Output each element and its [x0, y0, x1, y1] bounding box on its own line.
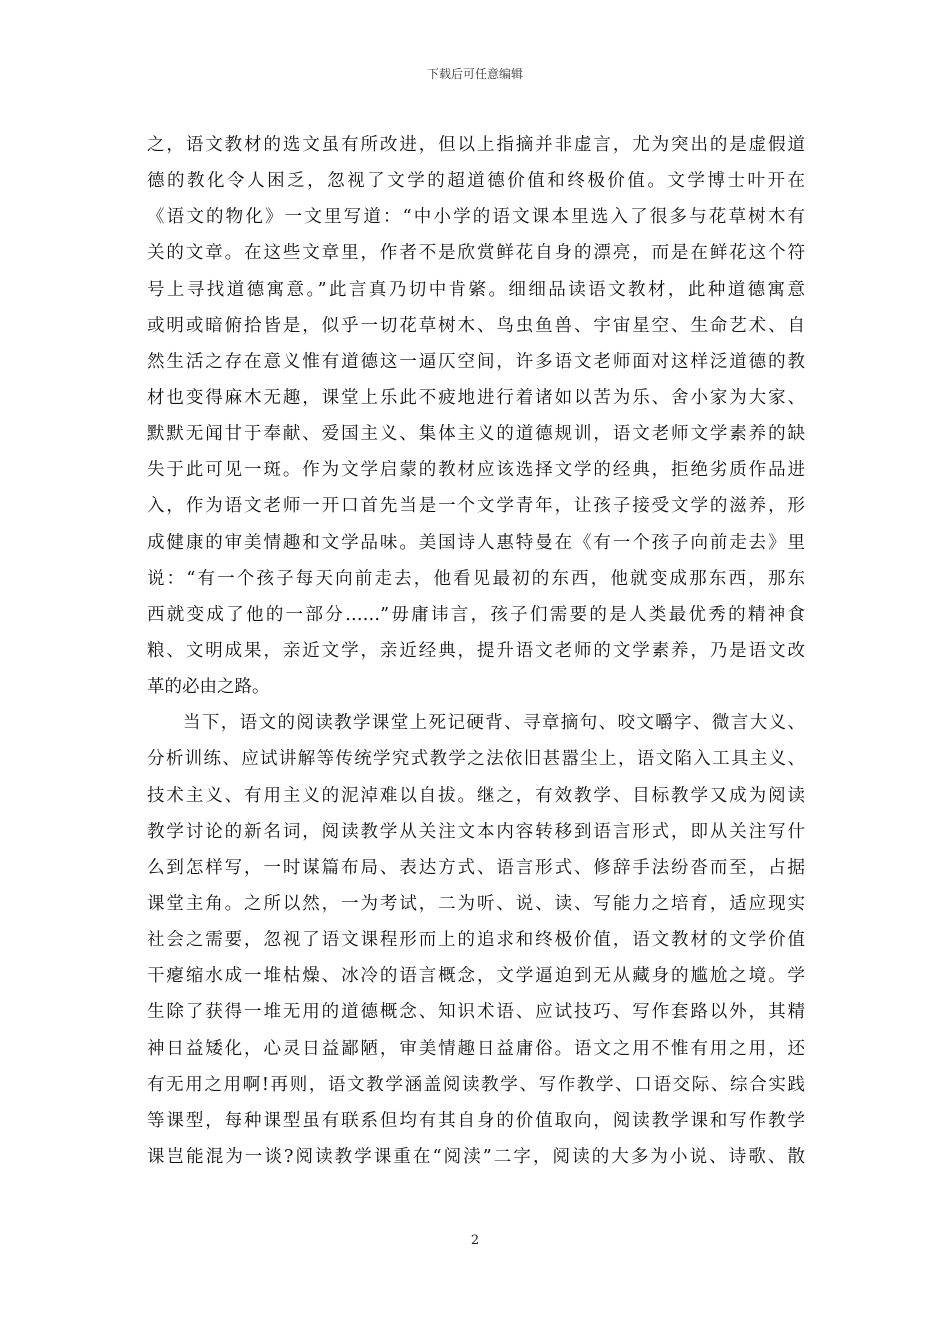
page-number: 2	[470, 1233, 480, 1248]
text-line: 或明或暗俯拾皆是，似乎一切花草树木、鸟虫鱼兽、宇宙星空、生命艺术、自	[147, 315, 805, 336]
text-line: 材也变得麻木无趣，课堂上乐此不疲地进行着诸如以苦为乐、舍小家为大家、	[147, 387, 805, 408]
body-text	[147, 127, 805, 1175]
text-line: 课岂能混为一谈?阅读教学课重在“阅渎”二字，阅读的大多为小说、诗歌、散	[147, 1146, 805, 1167]
page-header: 下载后可任意编辑	[426, 67, 523, 81]
text-line: 《语文的物化》一文里写道：“中小学的语文课本里选入了很多与花草树木有	[147, 207, 805, 228]
text-line: 然生活之存在意义惟有道德这一逼仄空间，许多语文老师面对这样泛道德的教	[147, 351, 805, 372]
text-line: 教学讨论的新名词，阅读教学从关注文本内容转移到语言形式，即从关注写什	[147, 821, 805, 842]
text-line: 课堂主角。之所以然，一为考试，二为听、说、读、写能力之培育，适应现实	[147, 893, 805, 914]
paragraph-2	[147, 705, 805, 1175]
text-line: 当下，语文的阅读教学课堂上死记硬背、寻章摘句、咬文嚼字、微言大义、	[183, 713, 805, 734]
text-line: 干瘪缩水成一堆枯燥、冰冷的语言概念，文学逼迫到无从藏身的尴尬之境。学	[147, 966, 805, 987]
text-line: 分析训练、应试讲解等传统学究式教学之法依旧甚嚣尘上，语文陷入工具主义、	[147, 749, 805, 770]
text-line: 成健康的审美情趣和文学品味。美国诗人惠特曼在《有一个孩子向前走去》里	[147, 532, 805, 553]
text-line: 德的教化令人困乏，忽视了文学的超道德价值和终极价值。文学博士叶开在	[147, 171, 805, 192]
text-line: 失于此可见一斑。作为文学启蒙的教材应该选择文学的经典，拒绝劣质作品进	[147, 460, 805, 481]
text-line: 么到怎样写，一时谋篇布局、表达方式、语言形式、修辞手法纷沓而至，占据	[147, 857, 805, 878]
text-line: 技术主义、有用主义的泥淖难以自拔。继之，有效教学、目标教学又成为阅读	[147, 785, 805, 806]
text-line: 西就变成了他的一部分……”毋庸讳言，孩子们需要的是人类最优秀的精神食	[147, 604, 805, 625]
text-line: 革的必由之路。	[147, 677, 270, 698]
text-line: 入，作为语文老师一开口首先当是一个文学青年，让孩子接受文学的滋养，形	[147, 496, 805, 517]
text-line: 粮、文明成果，亲近文学，亲近经典，提升语文老师的文学素养，乃是语文改	[147, 640, 805, 661]
text-line: 有无用之用啊!再则，语文教学涵盖阅读教学、写作教学、口语交际、综合实践	[147, 1074, 805, 1095]
text-line: 关的文章。在这些文章里，作者不是欣赏鲜花自身的漂亮，而是在鲜花这个符	[147, 243, 805, 264]
text-line: 社会之需要，忽视了语文课程形而上的追求和终极价值，语文教材的文学价值	[147, 930, 805, 951]
paragraph-1	[147, 127, 805, 705]
text-line: 神日益矮化，心灵日益鄙陋，审美情趣日益庸俗。语文之用不惟有用之用，还	[147, 1038, 805, 1059]
text-line: 说：“有一个孩子每天向前走去，他看见最初的东西，他就变成那东西，那东	[147, 568, 805, 589]
text-line: 等课型，每种课型虽有联系但均有其自身的价值取向，阅读教学课和写作教学	[147, 1110, 805, 1131]
text-line: 生除了获得一堆无用的道德概念、知识术语、应试技巧、写作套路以外，其精	[147, 1002, 805, 1023]
text-line: 之，语文教材的选文虽有所改进，但以上指摘并非虚言，尤为突出的是虚假道	[147, 135, 805, 155]
text-line: 号上寻找道德寓意。”此言真乃切中肯綮。细细品读语文教材，此种道德寓意	[147, 279, 805, 300]
text-line: 默默无闻甘于奉献、爱国主义、集体主义的道德规训，语文老师文学素养的缺	[147, 424, 805, 445]
